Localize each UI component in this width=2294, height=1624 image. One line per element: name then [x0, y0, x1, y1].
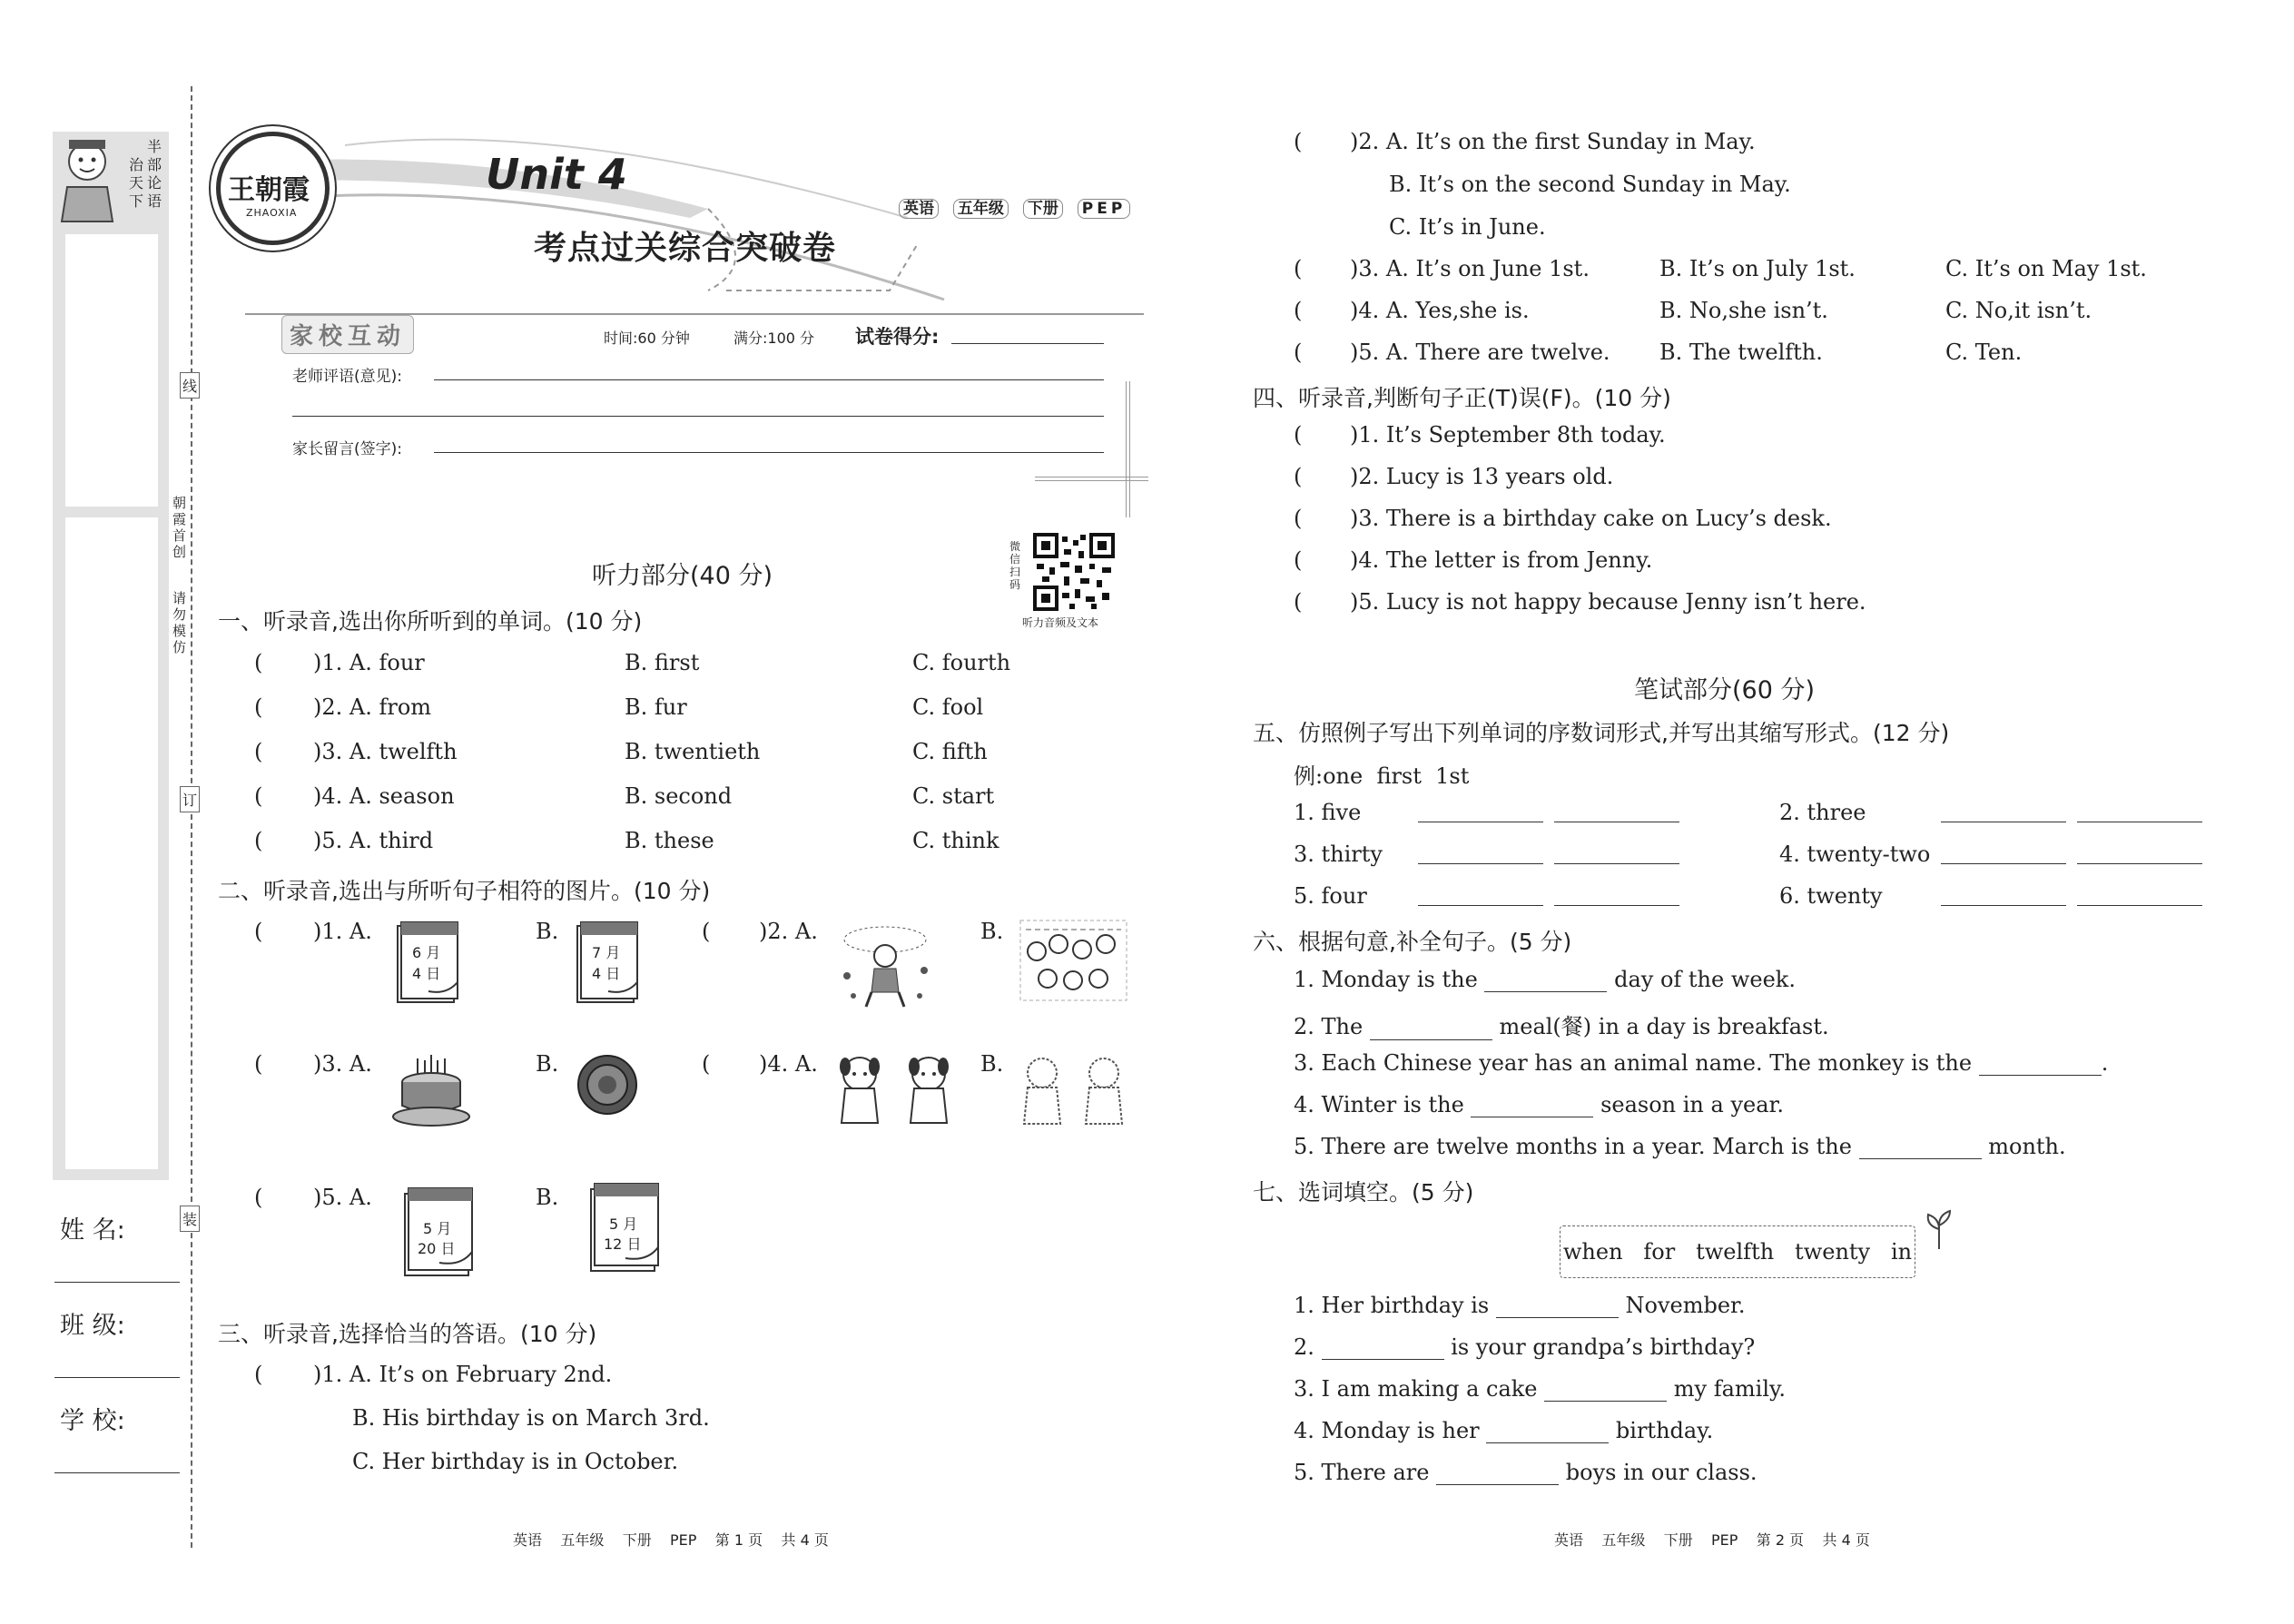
s2-q1-label: )1. A.	[313, 919, 372, 944]
s3-paren[interactable]: (	[254, 1362, 263, 1387]
section-2-title: 二、听录音,选出与所听句子相符的图片。(10 分)	[218, 878, 711, 904]
s6-q1-blank[interactable]	[1484, 969, 1607, 992]
s6-q5-text-a: 5. There are twelve months in a year. March is the	[1294, 1134, 1852, 1159]
s7-q4-text-a: 4. Monday is her	[1294, 1418, 1480, 1443]
s2-paren[interactable]: (	[254, 1051, 263, 1077]
calendar-icon-7-4	[572, 919, 640, 1008]
s2-q4-b-label: B.	[980, 1051, 1004, 1077]
tigers-image	[1015, 1051, 1133, 1131]
mascot-icon	[54, 134, 120, 225]
slogan-char: 语	[147, 192, 162, 210]
calendar-icon-5-12	[586, 1180, 663, 1275]
s3-q1-c: C. Her birthday is in October.	[352, 1449, 679, 1474]
s6-q5	[1294, 1134, 2066, 1159]
s7-q5	[1294, 1460, 1757, 1485]
class-field-label: 班 级:	[60, 1312, 125, 1340]
slogan-char: 治	[129, 156, 144, 173]
s6-q5-blank[interactable]	[1859, 1137, 1982, 1159]
s4-paren[interactable]: (	[1294, 422, 1303, 448]
calendar-day: 20 日	[418, 1240, 456, 1257]
s6-q1-text-a: 1. Monday is the	[1294, 967, 1478, 992]
s1-q2-b: B. fur	[625, 694, 687, 720]
s5-q3-blank-1[interactable]	[1418, 863, 1543, 864]
word-bank-box: when for twelfth twenty in	[1560, 1225, 1915, 1278]
s4-q1: )1. It’s September 8th today.	[1350, 422, 1666, 448]
calendar-month: 5 月	[609, 1216, 638, 1233]
writing-title: 笔试部分(60 分)	[1634, 676, 1816, 704]
teacher-comment-label: 老师评语(意见):	[292, 368, 402, 386]
footer-right: 英语 五年级 下册 PEP 第 2 页 共 4 页	[1554, 1531, 1870, 1549]
school-field-label: 学 校:	[60, 1407, 125, 1435]
s3-paren[interactable]: (	[1294, 129, 1303, 154]
brand-logo-text: 王朝霞	[228, 174, 310, 206]
s1-paren[interactable]: (	[254, 828, 263, 853]
s3-q5-a: )5. A. There are twelve.	[1350, 340, 1610, 365]
s3-paren[interactable]: (	[1294, 340, 1303, 365]
s7-q1-text-b: November.	[1625, 1293, 1746, 1318]
s6-q1-text-b: day of the week.	[1614, 967, 1796, 992]
calendar-day: 4 日	[592, 965, 621, 982]
s1-q1-b: B. first	[625, 650, 700, 675]
s6-q1	[1294, 967, 1796, 992]
s6-q4-blank[interactable]	[1471, 1095, 1593, 1117]
s3-q1-b: B. His birthday is on March 3rd.	[352, 1405, 710, 1431]
s2-q3-label: )3. A.	[313, 1051, 372, 1077]
s7-q2-text-a: 2.	[1294, 1334, 1314, 1360]
name-field-label: 姓 名:	[60, 1216, 125, 1245]
s6-q3-text-a: 3. Each Chinese year has an animal name. The monkey is the	[1294, 1050, 1973, 1076]
s1-q5-b: B. these	[625, 828, 714, 853]
teacher-comment-line-2[interactable]	[292, 416, 1104, 417]
s1-q4-c: C. start	[912, 783, 995, 809]
s1-q4-a: )4. A. season	[313, 783, 455, 809]
tag-grade: 五年级	[953, 199, 1009, 219]
slogan-char: 半	[147, 138, 162, 155]
slogan-char: 部	[147, 156, 162, 173]
s4-q4: )4. The letter is from Jenny.	[1350, 547, 1653, 573]
school-field-line[interactable]	[54, 1472, 180, 1473]
s1-q1-c: C. fourth	[912, 650, 1011, 675]
s4-paren[interactable]: (	[1294, 464, 1303, 489]
s1-q5-c: C. think	[912, 828, 999, 853]
mooncake-image	[576, 1053, 639, 1117]
section-3-title: 三、听录音,选择恰当的答语。(10 分)	[218, 1321, 597, 1347]
s5-q5: 5. four	[1294, 883, 1367, 909]
s2-paren[interactable]: (	[702, 919, 711, 944]
s3-q3-a: )3. A. It’s on June 1st.	[1350, 256, 1590, 281]
brand-logo-subtext: ZHAOXIA	[246, 207, 298, 219]
s5-q4-blank-2[interactable]	[2077, 863, 2202, 864]
paper-score-line[interactable]	[951, 343, 1104, 344]
unit-title: Unit 4	[486, 150, 627, 199]
section-6-title: 六、根据句意,补全句子。(5 分)	[1253, 929, 1572, 955]
s2-q2-b-label: B.	[980, 919, 1004, 944]
sidebar-field-box-1	[65, 234, 158, 507]
qr-code-icon	[1033, 533, 1115, 611]
s5-q3-blank-2[interactable]	[1554, 863, 1679, 864]
calendar-day: 12 日	[604, 1235, 642, 1253]
tag-term: 下册	[1023, 199, 1063, 219]
footer-left: 英语 五年级 下册 PEP 第 1 页 共 4 页	[513, 1531, 829, 1549]
s2-q2-label: )2. A.	[759, 919, 818, 944]
score-label: 满分:100 分	[733, 330, 815, 347]
section-5-title: 五、仿照例子写出下列单词的序数词形式,并写出其缩写形式。(12 分)	[1253, 720, 1950, 746]
crowd-party-image	[1017, 915, 1130, 1006]
s7-q4-blank[interactable]	[1486, 1421, 1609, 1443]
s5-q2: 2. three	[1779, 800, 1866, 825]
s7-q1-blank[interactable]	[1496, 1295, 1619, 1318]
family-box-rule	[245, 313, 1144, 315]
qr-bottom-label: 听力音频及文本	[1022, 616, 1099, 629]
s5-q6: 6. twenty	[1779, 883, 1883, 909]
dogs-image	[831, 1048, 967, 1130]
s7-q1	[1294, 1293, 1746, 1318]
s7-q5-text-a: 5. There are	[1294, 1460, 1430, 1485]
s4-q5: )5. Lucy is not happy because Jenny isn’t here.	[1350, 589, 1866, 615]
s3-paren[interactable]: (	[1294, 298, 1303, 323]
s1-q5-a: )5. A. third	[313, 828, 434, 853]
s1-q3-a: )3. A. twelfth	[313, 739, 458, 764]
s5-q4-blank-1[interactable]	[1941, 863, 2066, 864]
s5-q5-blank-2[interactable]	[1554, 905, 1679, 906]
s3-q4-b: B. No,she isn’t.	[1659, 298, 1828, 323]
s7-q2-blank[interactable]	[1322, 1337, 1444, 1360]
slogan-char: 下	[129, 192, 144, 210]
seal-mark-bottom: 装	[180, 1206, 200, 1232]
s3-q2-a: )2. A. It’s on the first Sunday in May.	[1350, 129, 1756, 154]
s3-q4-c: C. No,it isn’t.	[1945, 298, 2092, 323]
s6-q4-text-a: 4. Winter is the	[1294, 1092, 1464, 1117]
s6-q4	[1294, 1092, 1784, 1117]
slogan-char: 天	[129, 174, 144, 192]
calendar-month: 6 月	[412, 944, 441, 961]
s5-q5-blank-1[interactable]	[1418, 905, 1543, 906]
s5-q1: 1. five	[1294, 800, 1362, 825]
tag-edition: PEP	[1078, 199, 1131, 219]
s2-paren[interactable]: (	[702, 1051, 711, 1077]
s5-example: 例:one first 1st	[1294, 763, 1470, 789]
s6-q2-text-b: meal(餐) in a day is breakfast.	[1499, 1014, 1829, 1039]
sprout-icon	[1923, 1209, 1955, 1251]
s7-q4	[1294, 1418, 1713, 1443]
brand-logo	[216, 132, 330, 245]
birthday-cake-image	[390, 1051, 472, 1131]
s1-q1-a: )1. A. four	[313, 650, 425, 675]
teacher-comment-line-1[interactable]	[434, 379, 1104, 380]
s5-q4: 4. twenty-two	[1779, 842, 1931, 867]
s5-q6-blank-1[interactable]	[1941, 905, 2066, 906]
sidebar-field-box-2	[65, 517, 158, 1169]
s7-q2-text-b: is your grandpa’s birthday?	[1451, 1334, 1756, 1360]
s2-q1-b-label: B.	[536, 919, 559, 944]
s1-q2-c: C. fool	[912, 694, 984, 720]
tag-subject: 英语	[899, 199, 939, 219]
s1-q3-b: B. twentieth	[625, 739, 761, 764]
s6-q2-blank[interactable]	[1370, 1018, 1492, 1040]
s6-q3-text-b: .	[2101, 1050, 2109, 1076]
s3-q5-b: B. The twelfth.	[1659, 340, 1823, 365]
s3-q4-a: )4. A. Yes,she is.	[1350, 298, 1530, 323]
s2-q4-label: )4. A.	[759, 1051, 818, 1077]
section-7-title: 七、选词填空。(5 分)	[1253, 1179, 1474, 1206]
s1-paren[interactable]: (	[254, 739, 263, 764]
s7-q3-blank[interactable]	[1544, 1379, 1667, 1402]
s7-q4-text-b: birthday.	[1615, 1418, 1714, 1443]
header-tags	[899, 195, 1130, 218]
s4-q3: )3. There is a birthday cake on Lucy’s desk.	[1350, 506, 1832, 531]
s2-paren[interactable]: (	[254, 919, 263, 944]
s6-q3-blank[interactable]	[1979, 1053, 2102, 1076]
s3-q3-b: B. It’s on July 1st.	[1659, 256, 1856, 281]
listening-title: 听力部分(40 分)	[592, 562, 773, 590]
s7-q3	[1294, 1376, 1786, 1402]
s6-q2	[1294, 1009, 1829, 1040]
seal-mark-mid: 订	[180, 786, 200, 812]
s4-paren[interactable]: (	[1294, 589, 1303, 615]
s7-q3-text-a: 3. I am making a cake	[1294, 1376, 1538, 1402]
s1-q4-b: B. second	[625, 783, 733, 809]
s1-q2-a: )2. A. from	[313, 694, 432, 720]
s6-q2-text-a: 2. The	[1294, 1014, 1364, 1039]
parent-note-label: 家长留言(签字):	[292, 440, 402, 458]
s6-q5-text-b: month.	[1988, 1134, 2066, 1159]
s6-q3	[1294, 1050, 2108, 1076]
copyright-notice-1: 朝霞首创	[172, 495, 187, 560]
s2-q5-label: )5. A.	[313, 1185, 372, 1210]
calendar-icon-6-4	[392, 919, 460, 1008]
s4-paren[interactable]: (	[1294, 547, 1303, 573]
calendar-month: 7 月	[592, 944, 621, 961]
s2-paren[interactable]: (	[254, 1185, 263, 1210]
copyright-notice-2: 请勿模仿	[172, 590, 187, 655]
s3-q2-c: C. It’s in June.	[1389, 214, 1546, 240]
calendar-month: 5 月	[423, 1220, 452, 1237]
s7-q3-text-b: my family.	[1673, 1376, 1787, 1402]
seal-mark-top: 线	[180, 372, 200, 399]
s1-paren[interactable]: (	[254, 694, 263, 720]
time-label: 时间:60 分钟	[604, 330, 690, 347]
s3-q1-a: )1. A. It’s on February 2nd.	[313, 1362, 613, 1387]
family-school-title: 家校互动	[281, 315, 414, 354]
s1-paren[interactable]: (	[254, 783, 263, 809]
s3-q5-c: C. Ten.	[1945, 340, 2023, 365]
qr-side-label: 微信扫码	[1009, 540, 1021, 591]
s7-q5-text-b: boys in our class.	[1565, 1460, 1757, 1485]
s1-paren[interactable]: (	[254, 650, 263, 675]
s4-paren[interactable]: (	[1294, 506, 1303, 531]
parent-note-line[interactable]	[434, 452, 1104, 453]
s7-q5-blank[interactable]	[1436, 1462, 1559, 1485]
s5-q3: 3. thirty	[1294, 842, 1383, 867]
s1-q3-c: C. fifth	[912, 739, 988, 764]
name-field-line[interactable]	[54, 1282, 180, 1283]
section-4-title: 四、听录音,判断句子正(T)误(F)。(10 分)	[1253, 385, 1671, 411]
exam-subtitle: 考点过关综合突破卷	[534, 229, 837, 267]
s3-q3-c: C. It’s on May 1st.	[1945, 256, 2147, 281]
s7-q2	[1294, 1334, 1755, 1360]
family-box-rule-bottom	[1035, 477, 1148, 481]
s2-q3-b-label: B.	[536, 1051, 559, 1077]
calendar-day: 4 日	[412, 965, 441, 982]
paper-score-label: 试卷得分:	[855, 326, 940, 348]
s5-q6-blank-2[interactable]	[2077, 905, 2202, 906]
class-field-line[interactable]	[54, 1377, 180, 1378]
child-celebrating-image	[833, 912, 938, 1012]
slogan-char: 论	[147, 174, 162, 192]
s2-q5-b-label: B.	[536, 1185, 559, 1210]
s3-q2-b: B. It’s on the second Sunday in May.	[1389, 172, 1791, 197]
s3-paren[interactable]: (	[1294, 256, 1303, 281]
s7-q1-text-a: 1. Her birthday is	[1294, 1293, 1490, 1318]
s4-q2: )2. Lucy is 13 years old.	[1350, 464, 1614, 489]
family-box-rule-right	[1126, 381, 1130, 517]
calendar-icon-5-20	[399, 1185, 477, 1280]
binding-line	[191, 86, 192, 1548]
section-1-title: 一、听录音,选出你所听到的单词。(10 分)	[218, 608, 643, 635]
s6-q4-text-b: season in a year.	[1600, 1092, 1784, 1117]
